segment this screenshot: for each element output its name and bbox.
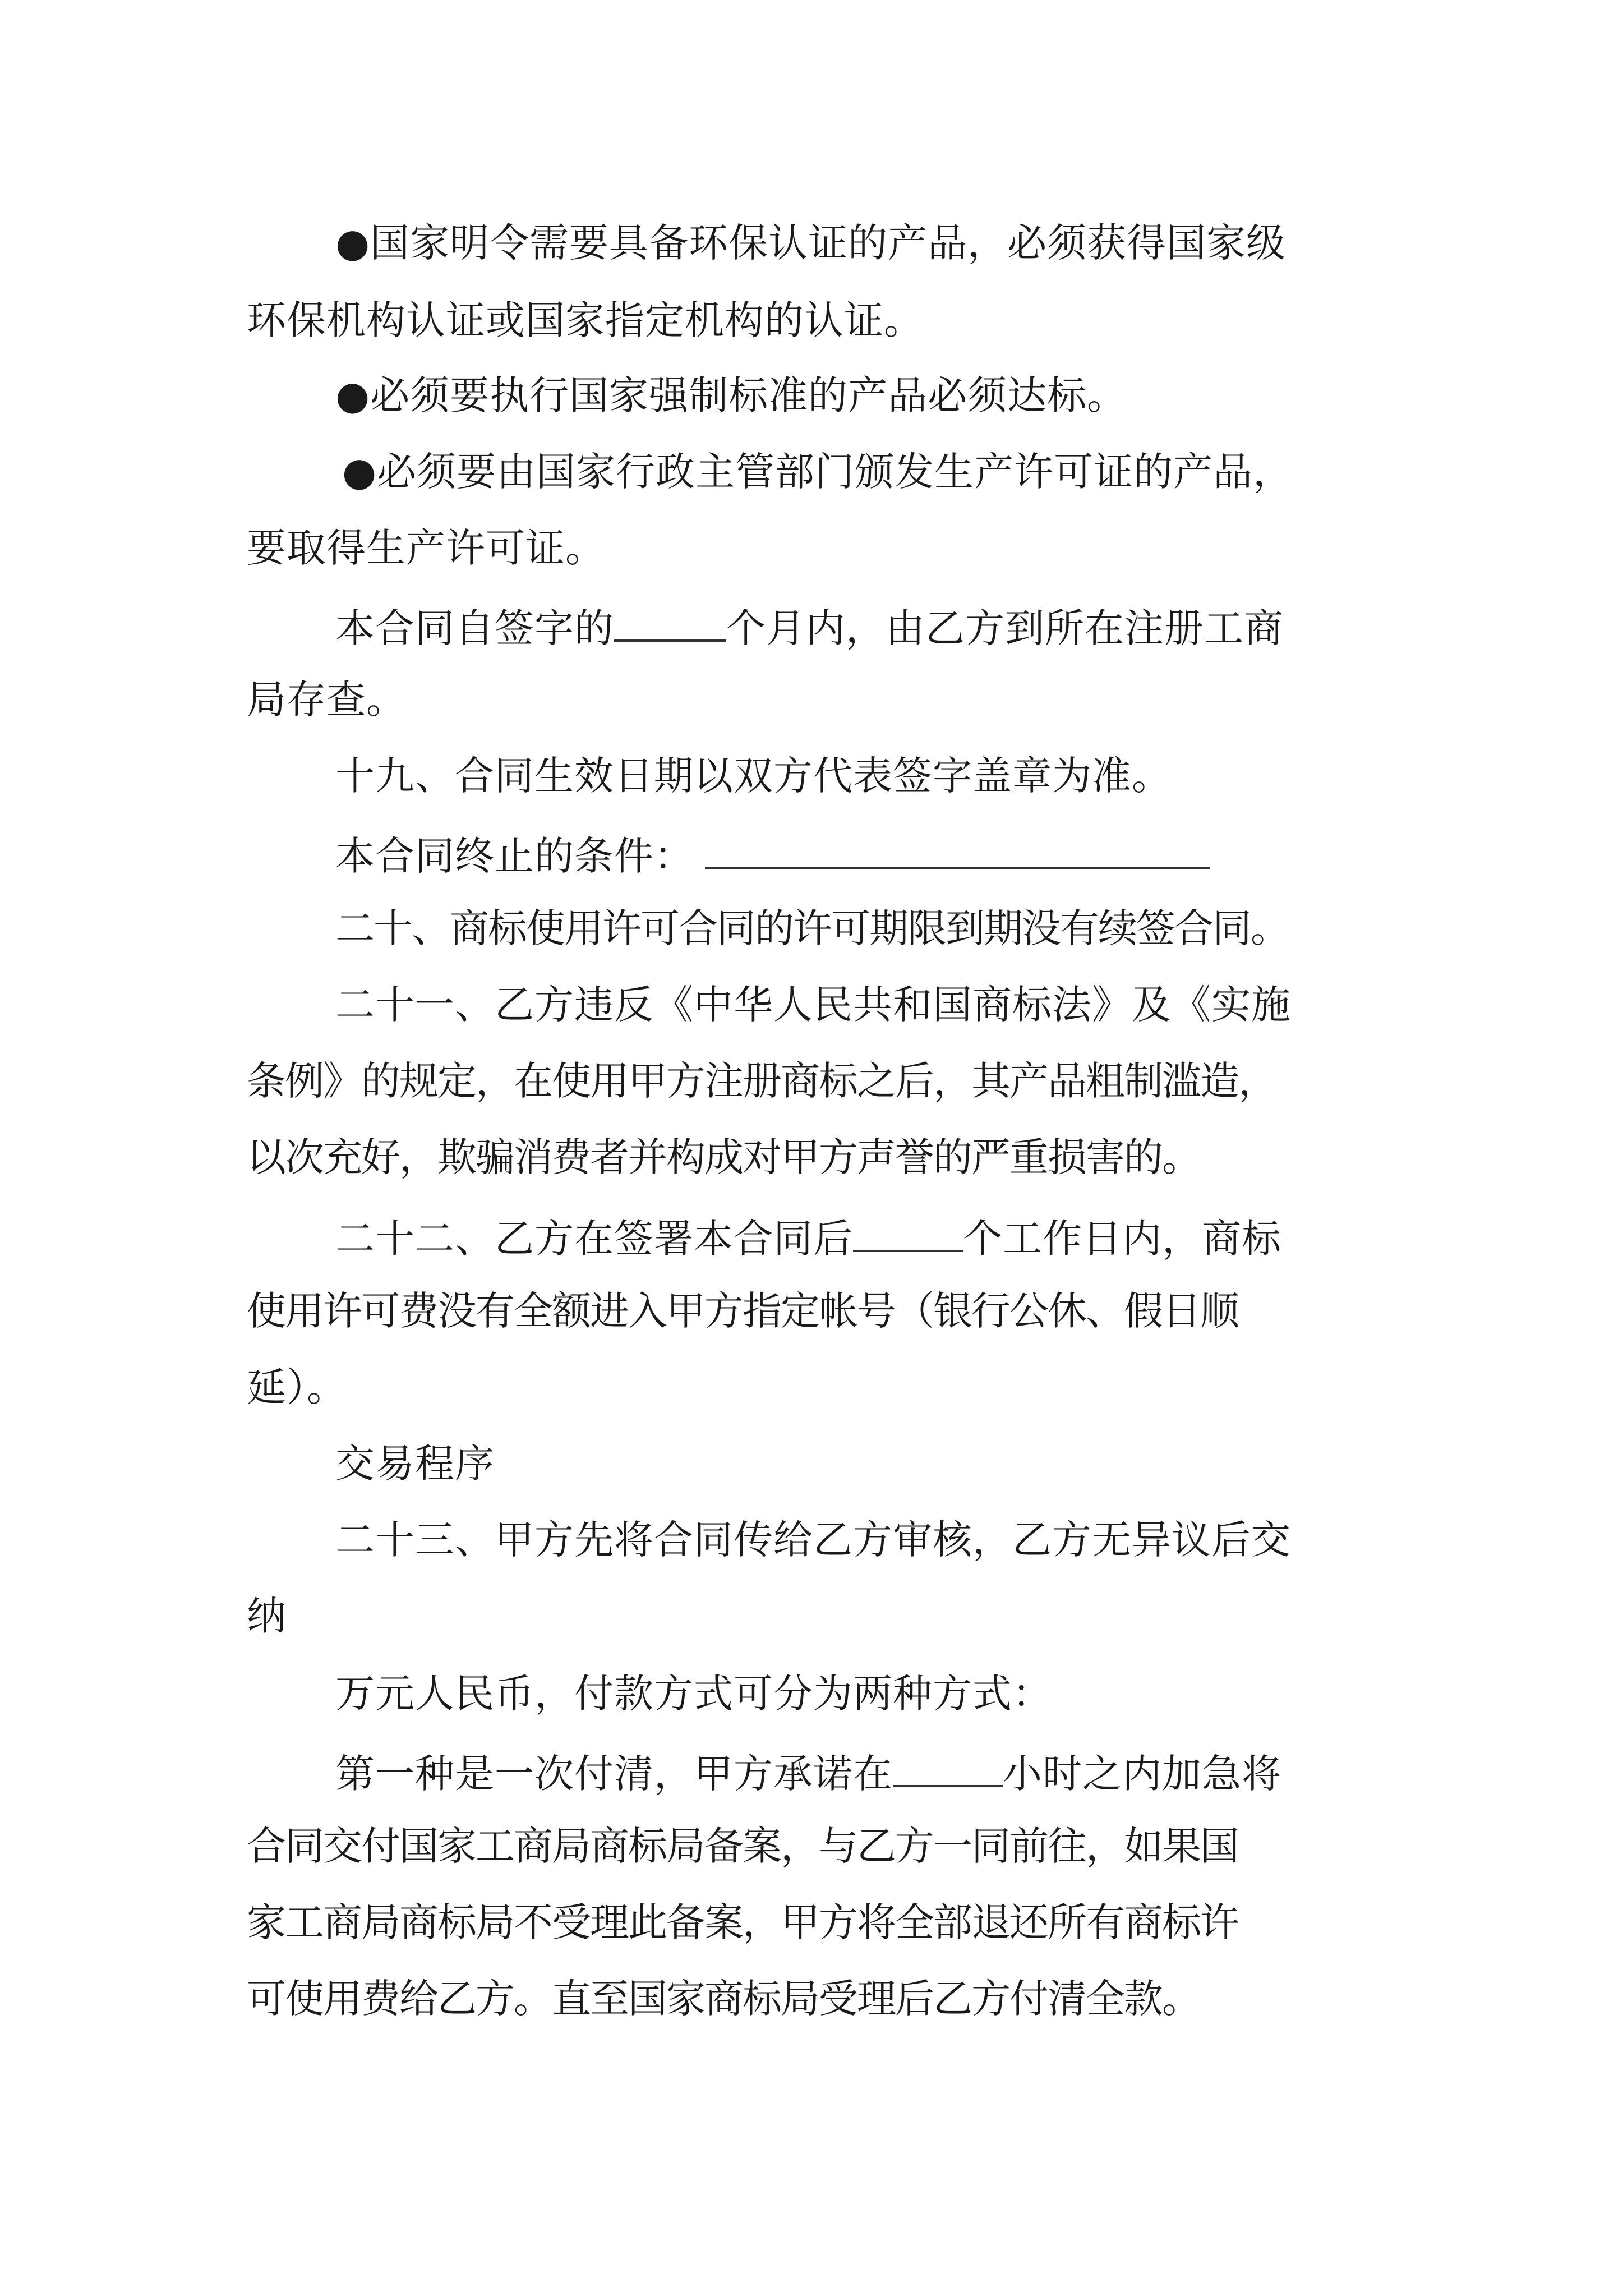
text-run: ●必须要执行国家强制标准的产品必须达标。 xyxy=(335,372,1127,418)
paragraph-line xyxy=(247,1593,287,1639)
text-run: 延）。 xyxy=(247,1364,347,1410)
text-run: 家工商局商标局不受理此备案，甲方将全部退还所有商标许 xyxy=(247,1899,1238,1945)
paragraph-line xyxy=(247,1288,1238,1334)
fill-in-blank xyxy=(705,832,1210,869)
paragraph-line xyxy=(247,677,406,723)
paragraph-line xyxy=(247,1364,347,1410)
paragraph-line xyxy=(247,1899,1238,1945)
text-run: 二十一、乙方违反《中华人民共和国商标法》及《实施 xyxy=(335,982,1291,1028)
text-run: ●国家明令需要具备环保认证的产品，必须获得国家级 xyxy=(335,220,1287,266)
paragraph-line xyxy=(335,1215,1281,1262)
paragraph-line xyxy=(335,372,1127,418)
text-run: 要取得生产许可证。 xyxy=(247,525,605,571)
paragraph-line xyxy=(335,1750,1281,1797)
paragraph-line xyxy=(335,1671,1052,1717)
paragraph-line xyxy=(247,1134,1200,1180)
paragraph-line xyxy=(342,449,1293,495)
text-run: 小时之内加急将 xyxy=(1003,1751,1281,1797)
text-run: 二十、商标使用许可合同的许可期限到期没有续签合同。 xyxy=(335,905,1289,951)
text-run: 二十三、甲方先将合同传给乙方审核，乙方无异议后交 xyxy=(335,1517,1291,1563)
paragraph-line xyxy=(247,1823,1238,1869)
paragraph-line xyxy=(335,982,1291,1028)
paragraph-line xyxy=(247,1976,1200,2022)
text-run: 万元人民币，付款方式可分为两种方式： xyxy=(335,1671,1052,1717)
paragraph-line xyxy=(335,753,1172,799)
text-run: 合同交付国家工商局商标局备案，与乙方一同前往，如果国 xyxy=(247,1823,1238,1869)
paragraph-line xyxy=(335,1517,1291,1563)
fill-in-blank xyxy=(893,1750,1003,1787)
paragraph-line xyxy=(335,1441,495,1487)
paragraph-line xyxy=(335,220,1287,266)
text-run: 纳 xyxy=(247,1593,287,1639)
paragraph-line xyxy=(335,905,1289,951)
text-run: 可使用费给乙方。直至国家商标局受理后乙方付清全款。 xyxy=(247,1976,1200,2022)
paragraph-line xyxy=(247,525,605,571)
text-run: ●必须要由国家行政主管部门颁发生产许可证的产品， xyxy=(342,449,1293,495)
paragraph-line xyxy=(335,832,1210,879)
fill-in-blank xyxy=(853,1215,963,1252)
text-run: 环保机构认证或国家指定机构的认证。 xyxy=(247,297,924,343)
text-run: 十九、合同生效日期以双方代表签字盖章为准。 xyxy=(335,753,1172,799)
paragraph-line xyxy=(247,1058,1276,1104)
text-run: 个月内，由乙方到所在注册工商 xyxy=(726,605,1284,651)
text-run: 交易程序 xyxy=(335,1441,495,1487)
paragraph-line xyxy=(247,297,924,343)
text-run: 本合同终止的条件： xyxy=(335,833,694,879)
fill-in-blank xyxy=(614,605,726,642)
text-run: 个工作日内，商标 xyxy=(963,1216,1281,1262)
text-run: 局存查。 xyxy=(247,677,406,723)
paragraph-line xyxy=(335,605,1284,651)
text-run: 条例》的规定，在使用甲方注册商标之后，其产品粗制滥造， xyxy=(247,1058,1276,1104)
text-run: 以次充好，欺骗消费者并构成对甲方声誉的严重损害的。 xyxy=(247,1134,1200,1180)
text-run: 第一种是一次付清，甲方承诺在 xyxy=(335,1751,893,1797)
text-run: 使用许可费没有全额进入甲方指定帐号（银行公休、假日顺 xyxy=(247,1288,1238,1334)
text-run: 二十二、乙方在签署本合同后 xyxy=(335,1216,853,1262)
text-run: 本合同自签字的 xyxy=(335,605,614,651)
